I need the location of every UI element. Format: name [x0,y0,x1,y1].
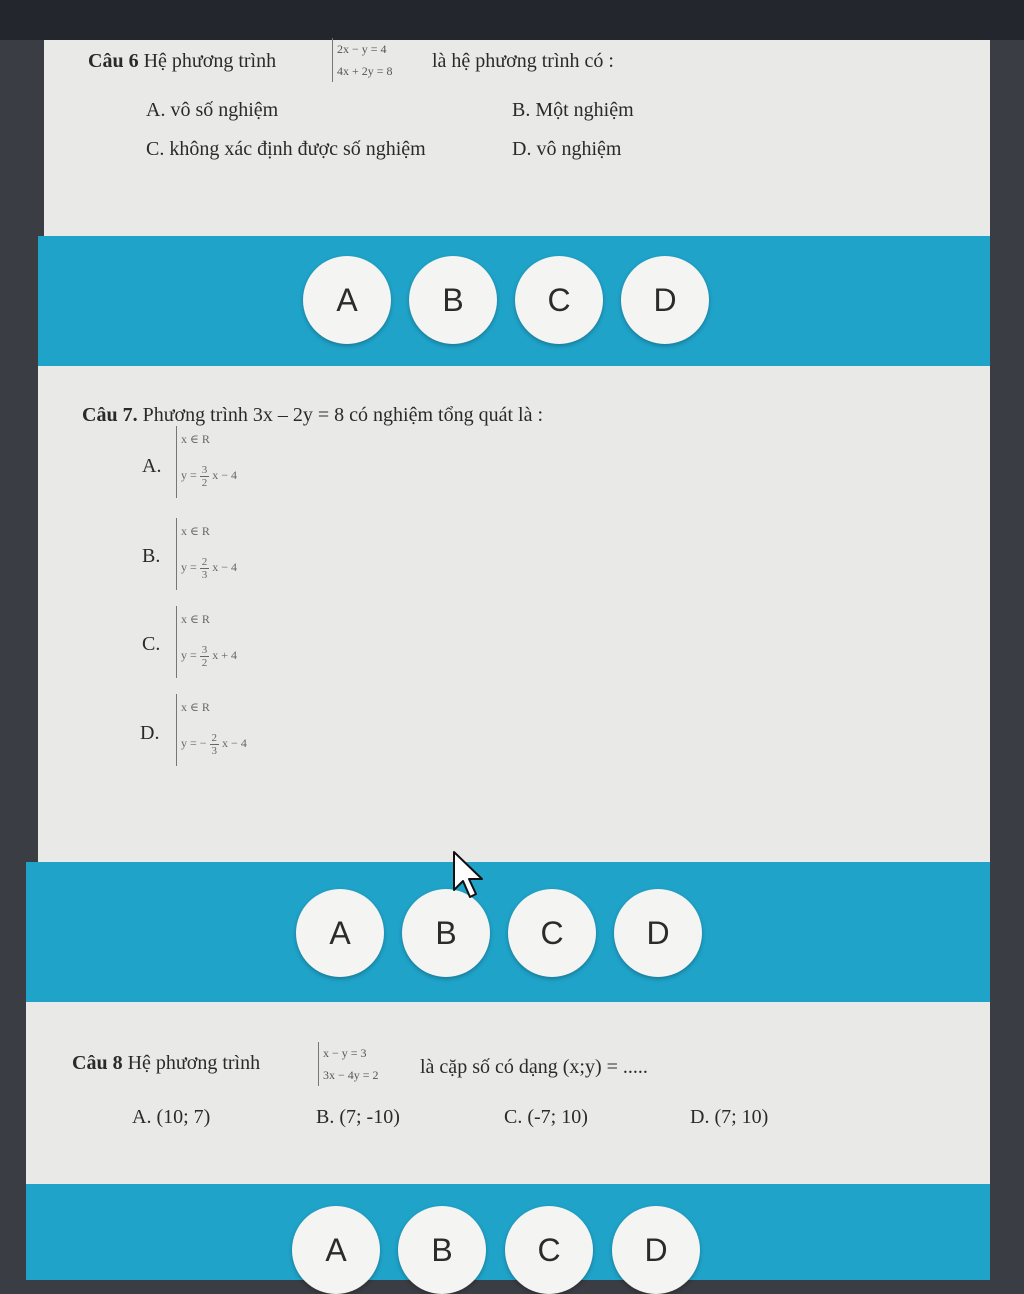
answer-a-button[interactable]: A [296,889,384,977]
question-7-stem [82,404,543,427]
option-d-line-1: x ∈ R [181,700,210,714]
question-7-option-c-system [176,606,237,678]
mouse-cursor-icon [452,850,486,900]
question-8-stem-before: Hệ phương trình [127,1052,261,1074]
question-6-stem-before: Hệ phương trình [143,50,277,72]
answer-b-button[interactable]: B [402,889,490,977]
question-8-label: Câu 8 [72,1052,123,1074]
question-8-equation-1: x − y = 3 [323,1046,367,1060]
question-8-stem [72,1052,260,1075]
question-7-option-b-system [176,518,237,590]
question-6-equation-1: 2x − y = 4 [337,42,387,56]
question-6-option-a: A. vô số nghiệm [146,99,279,121]
question-6-stem-after: là hệ phương trình có : [432,50,614,72]
question-7-option-d-system [176,694,247,766]
answer-band-1 [38,236,990,366]
question-8-option-b: B. (7; -10) [316,1106,400,1128]
question-8-equation-system [318,1042,379,1086]
question-7-option-b-letter: B. [142,545,161,567]
answer-c-button[interactable]: C [515,256,603,344]
answer-a-button[interactable]: A [292,1206,380,1294]
answer-b-button[interactable]: B [409,256,497,344]
answer-a-button[interactable]: A [303,256,391,344]
option-d-line-2: y = − $\frac{2}{3}$ x − 4 [181,731,247,757]
answer-c-button[interactable]: C [505,1206,593,1294]
question-7-label: Câu 7. [82,404,138,426]
answer-d-button[interactable]: D [614,889,702,977]
question-7-stem-text: Phương trình 3x – 2y = 8 có nghiệm tổng quát là : [142,404,544,426]
question-6-label: Câu 6 [88,50,139,72]
answer-d-button[interactable]: D [612,1206,700,1294]
option-b-line-2: y = $\frac{2}{3}$ x − 4 [181,555,238,581]
option-a-line-2: y = $\frac{3}{2}$ x − 4 [181,463,238,489]
question-6-option-c: C. không xác định được số nghiệm [146,138,426,160]
question-6-equation-2: 4x + 2y = 8 [337,64,393,78]
question-7-option-c-letter: C. [142,633,161,655]
screen-bezel [0,0,1024,40]
answer-d-button[interactable]: D [621,256,709,344]
question-7-option-a-letter: A. [142,455,162,477]
question-6-option-b: B. Một nghiệm [512,99,634,121]
option-c-line-1: x ∈ R [181,612,210,626]
question-6-stem [88,50,276,73]
question-7-option-a-system [176,426,237,498]
question-8-equation-2: 3x − 4y = 2 [323,1068,379,1082]
question-6-option-d: D. vô nghiệm [512,138,622,160]
question-8-option-c: C. (-7; 10) [504,1106,588,1128]
option-c-line-2: y = $\frac{3}{2}$ x + 4 [181,643,238,669]
question-8-stem-after: là cặp số có dạng (x;y) = ..... [420,1056,648,1078]
answer-b-button[interactable]: B [398,1206,486,1294]
question-8-panel [26,1002,990,1184]
answer-c-button[interactable]: C [508,889,596,977]
option-a-line-1: x ∈ R [181,432,210,446]
option-b-line-1: x ∈ R [181,524,210,538]
question-8-option-d: D. (7; 10) [690,1106,769,1128]
question-8-option-a: A. (10; 7) [132,1106,211,1128]
question-6-equation-system [332,38,393,82]
question-7-option-d-letter: D. [140,722,160,744]
